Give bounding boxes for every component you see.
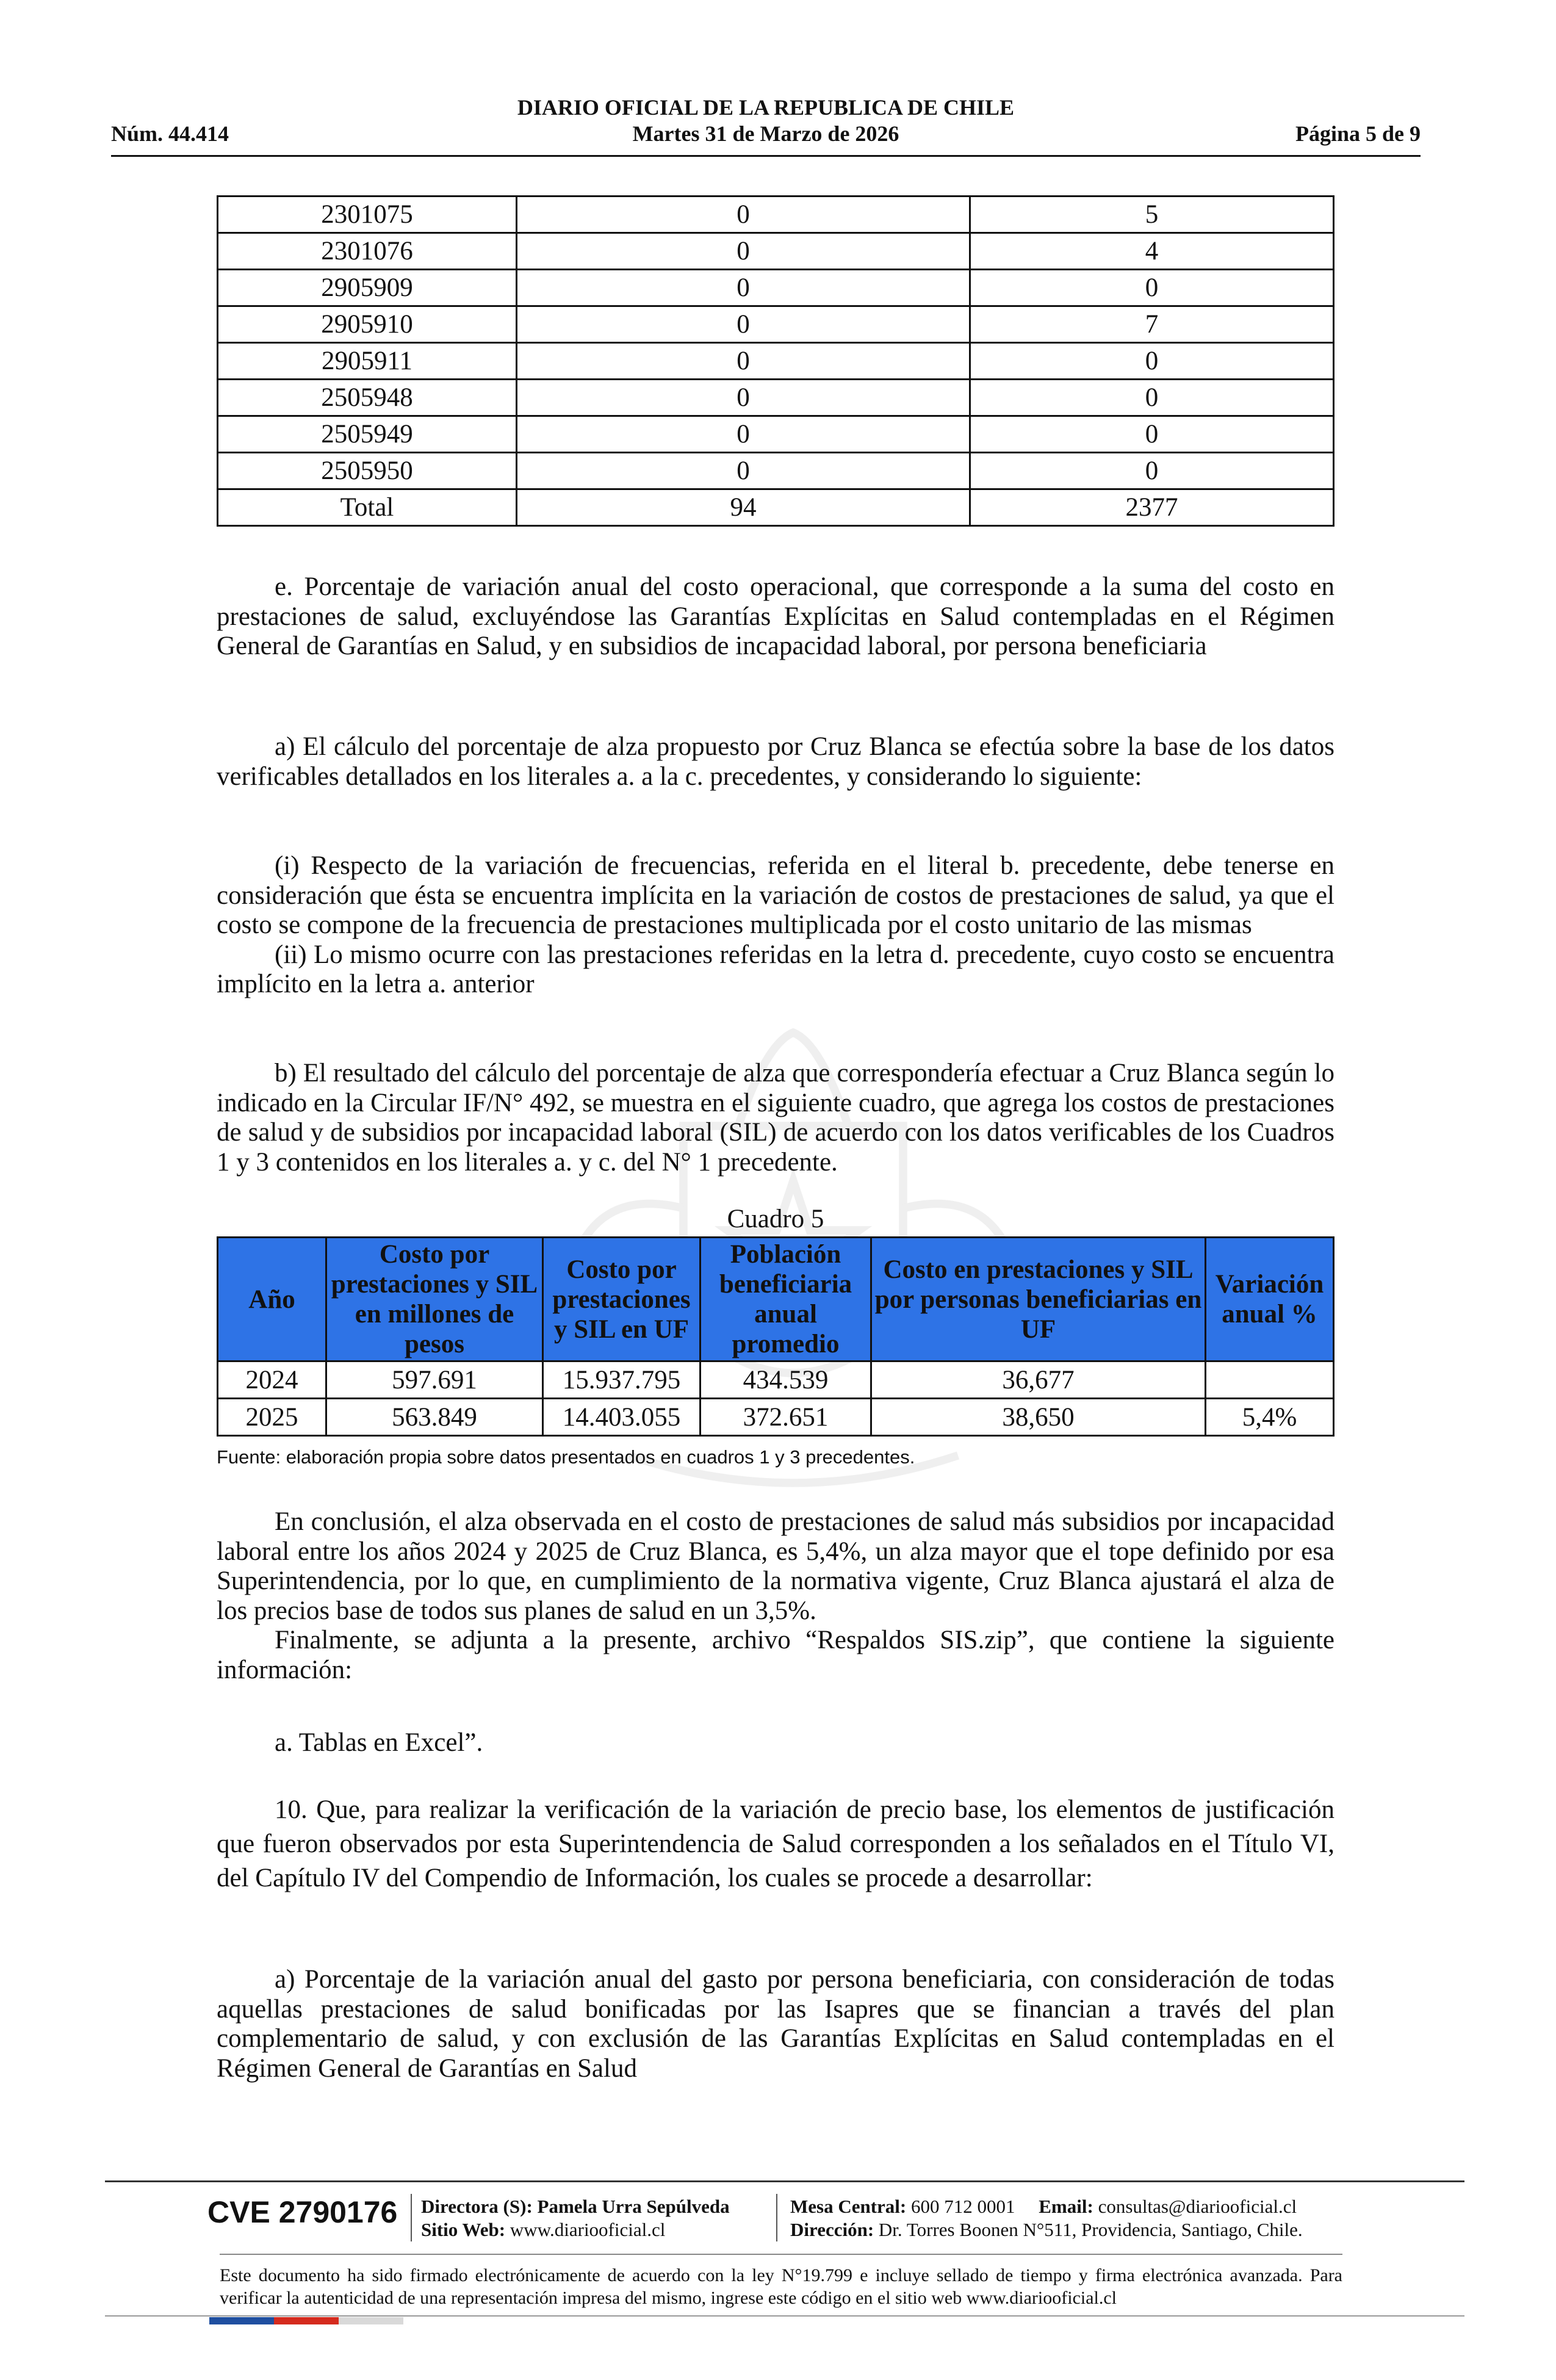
table-cell: 2301076 <box>218 233 517 270</box>
table-cell: 0 <box>970 380 1334 416</box>
paragraph-b <box>217 1059 1334 1177</box>
table-row <box>218 343 1334 380</box>
table-cell: 0 <box>970 343 1334 380</box>
table-cell: 15.937.795 <box>543 1361 701 1399</box>
table-cell: 372.651 <box>701 1399 871 1436</box>
footer-director <box>421 2196 730 2218</box>
table-cell: 2377 <box>970 489 1334 526</box>
footer-contact <box>790 2196 1297 2218</box>
paragraph-text: e. Porcentaje de variación anual del costo operacional, que corresponde a la suma del costo en prestaciones de salud, excluyéndose las Garantías Explícitas en Salud contempladas en el Régimen General de Garantías en Salud, y en subsidios de incapacidad laboral, por persona beneficiaria <box>217 572 1334 660</box>
table-cell: 0 <box>517 306 970 343</box>
table-cell: 2025 <box>218 1399 326 1436</box>
paragraph-text: a) Porcentaje de la variación anual del gasto por persona beneficiaria, con consideración de todas aquellas prestaciones de salud bonificadas por las Isapres que se financian a través del plan complementario de salud, y con exclusión de las Garantías Explícitas en Salud contempladas en el Régimen General de Garantías en Salud <box>217 1965 1334 2083</box>
paragraph-10 <box>217 1793 1334 1895</box>
table-row <box>218 416 1334 453</box>
table-cell: 0 <box>517 380 970 416</box>
paragraph-text: 10. Que, para realizar la verificación de la variación de precio base, los elementos de justificación que fueron observados por esta Superintendencia de Salud corresponden a los señalados en el Título VI, del Capítulo IV del Compendio de Información, los cuales se procede a desarrollar: <box>217 1795 1334 1892</box>
website-link[interactable]: www.diariooficial.cl <box>510 2219 666 2240</box>
table-cell: 0 <box>517 343 970 380</box>
table-cell: 0 <box>517 270 970 306</box>
table-cell: 2505950 <box>218 453 517 489</box>
table-cell: 14.403.055 <box>543 1399 701 1436</box>
table-cell: 2905910 <box>218 306 517 343</box>
flag-stripe-red <box>274 2317 339 2324</box>
signature-notice: Este documento ha sido firmado electrónicamente de acuerdo con la ley N°19.799 e incluye sellado de tiempo y firma electrónica avanzada. Para verificar la autenticidad de una representación impresa del mismo, ingrese este código en el sitio web www.diariooficial.cl <box>220 2265 1342 2308</box>
table-row <box>218 306 1334 343</box>
table-row <box>218 233 1334 270</box>
paragraph-text: a) El cálculo del porcentaje de alza propuesto por Cruz Blanca se efectúa sobre la base de los datos verificables detallados en los literales a. a la c. precedentes, y considerando lo siguiente: <box>217 732 1334 791</box>
table-cell: 563.849 <box>326 1399 543 1436</box>
issue-number: Núm. 44.414 <box>111 121 229 146</box>
gazette-title: DIARIO OFICIAL DE LA REPUBLICA DE CHILE <box>517 95 1015 120</box>
table-caption: Cuadro 5 <box>727 1205 824 1233</box>
paragraph-a <box>217 732 1334 792</box>
table-row <box>218 1399 1334 1436</box>
table-row <box>218 270 1334 306</box>
footer-separator <box>776 2194 777 2241</box>
footer-divider <box>220 2254 1342 2255</box>
table-cell: 2905909 <box>218 270 517 306</box>
table-cell: 0 <box>517 416 970 453</box>
table-cell: 94 <box>517 489 970 526</box>
table-cell: 0 <box>970 416 1334 453</box>
table-cell: Total <box>218 489 517 526</box>
table-cell: 5,4% <box>1206 1399 1334 1436</box>
cuadro-5-table <box>217 1236 1334 1437</box>
table-cell: 0 <box>970 453 1334 489</box>
flag-stripe-gray <box>339 2317 403 2324</box>
column-header: Costo por prestaciones y SIL en millones de pesos <box>326 1238 543 1361</box>
table-cell: 0 <box>517 453 970 489</box>
paragraph-text: Finalmente, se adjunta a la presente, archivo “Respaldos SIS.zip”, que contiene la siguiente información: <box>217 1626 1334 1684</box>
table-header-row <box>218 1238 1334 1361</box>
table-cell: 2505949 <box>218 416 517 453</box>
table-cell: 38,650 <box>871 1399 1206 1436</box>
page-number: Página 5 de 9 <box>1295 121 1421 146</box>
table-cell: 2905911 <box>218 343 517 380</box>
footer-website <box>421 2219 665 2241</box>
table-cell: 597.691 <box>326 1361 543 1399</box>
paragraph-text: a. Tablas en Excel”. <box>275 1728 483 1757</box>
email-label: Email: <box>1039 2196 1093 2217</box>
paragraph-10a <box>217 1965 1334 2083</box>
table-cell: 36,677 <box>871 1361 1206 1399</box>
table-cell: 2301075 <box>218 197 517 233</box>
table-cell: 4 <box>970 233 1334 270</box>
column-header: Año <box>218 1238 326 1361</box>
footer-address <box>790 2219 1303 2241</box>
table-cell <box>1206 1361 1334 1399</box>
paragraph-e <box>217 572 1334 662</box>
column-header: Costo por prestaciones y SIL en UF <box>543 1238 701 1361</box>
table-cell: 0 <box>517 233 970 270</box>
column-header: Población beneficiaria anual promedio <box>701 1238 871 1361</box>
table-cell: 434.539 <box>701 1361 871 1399</box>
table-row <box>218 1361 1334 1399</box>
phone-value: 600 712 0001 <box>911 2196 1015 2217</box>
director-name: Pamela Urra Sepúlveda <box>537 2196 730 2217</box>
footer-divider <box>105 2315 1464 2317</box>
table-cell: 7 <box>970 306 1334 343</box>
director-label: Directora (S): <box>421 2196 533 2217</box>
phone-label: Mesa Central: <box>790 2196 907 2217</box>
table-cell: 0 <box>517 197 970 233</box>
website-label: Sitio Web: <box>421 2219 506 2240</box>
table-row <box>218 197 1334 233</box>
paragraph-conclusion <box>217 1507 1334 1685</box>
flag-stripe <box>209 2317 403 2324</box>
address-value: Dr. Torres Boonen N°511, Providencia, Santiago, Chile. <box>878 2219 1303 2240</box>
footer-divider <box>105 2180 1464 2182</box>
table-source-note: Fuente: elaboración propia sobre datos presentados en cuadros 1 y 3 precedentes. <box>217 1446 915 1468</box>
paragraph-text: En conclusión, el alza observada en el costo de prestaciones de salud más subsidios por incapacidad laboral entre los años 2024 y 2025 de Cruz Blanca, es 5,4%, un alza mayor que el tope definido por esa Superintendencia, por lo que, en cumplimiento de la normativa vigente, Cruz Blanca ajustará el alza de los precios base de todos sus planes de salud en un 3,5%. <box>217 1507 1334 1625</box>
paragraph-text: (i) Respecto de la variación de frecuencias, referida en el literal b. precedente, debe tenerse en consideración que ésta se encuentra implícita en la variación de costos de prestaciones de salud, ya que el costo se compone de la frecuencia de prestaciones multiplicada por el costo unitario de las mismas <box>217 851 1334 939</box>
table-cell: 2024 <box>218 1361 326 1399</box>
table-row <box>218 380 1334 416</box>
paragraph-text: b) El resultado del cálculo del porcentaje de alza que correspondería efectuar a Cruz Blanca según lo indicado en la Circular IF/N° 492, se muestra en el siguiente cuadro, que agrega los costos de prestaciones de salud y de subsidios por incapacidad laboral (SIL) de acuerdo con los datos verificables de los Cuadros 1 y 3 contenidos en los literales a. y c. del N° 1 precedente. <box>217 1059 1334 1177</box>
table-cell: 2505948 <box>218 380 517 416</box>
table-cell: 0 <box>970 270 1334 306</box>
paragraph-tablas <box>217 1728 1334 1758</box>
column-header: Variación anual % <box>1206 1238 1334 1361</box>
table-row <box>218 453 1334 489</box>
paragraph-text: (ii) Lo mismo ocurre con las prestaciones referidas en la letra d. precedente, cuyo costo se encuentra implícito en la letra a. anterior <box>217 940 1334 998</box>
email-link[interactable]: consultas@diariooficial.cl <box>1098 2196 1297 2217</box>
flag-stripe-blue <box>209 2317 274 2324</box>
address-label: Dirección: <box>790 2219 874 2240</box>
table-cell: 5 <box>970 197 1334 233</box>
paragraph-i <box>217 851 1334 1000</box>
footer-separator <box>411 2194 412 2241</box>
code-count-table <box>217 195 1334 527</box>
issue-date: Martes 31 de Marzo de 2026 <box>632 121 899 146</box>
table-total-row <box>218 489 1334 526</box>
column-header: Costo en prestaciones y SIL por personas beneficiarias en UF <box>871 1238 1206 1361</box>
cve-code: CVE 2790176 <box>207 2195 398 2229</box>
header-divider <box>111 155 1421 157</box>
